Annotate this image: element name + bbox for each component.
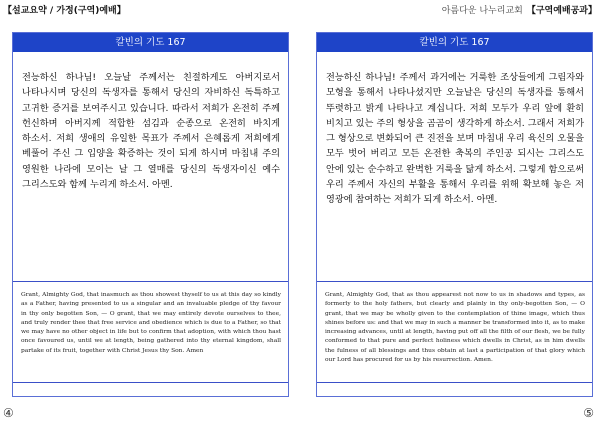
divider [317,281,592,282]
church-name: 아름다운 나누리교회 [441,6,523,16]
page-number-left: ④ [3,406,14,420]
divider [13,382,288,383]
prayer-card-right [316,32,593,397]
divider [13,281,288,282]
divider [317,382,592,383]
header-right [442,3,597,16]
english-prayer-text: Grant, Almighty God, that inasmuch as thou showest thyself to us at this day so kindly as a Father, having presented to us a singular and an invaluable pledge of thy favour in thy only begotten Son, — O grant, that we may entirely devote ourselves to thee, and truly render thee that free service and obedience which is due to a Father, so that we may have no other object in life but to confirm that adoption, with which thou hast once favoured us, until we at length, being gathered into thy eternal kingdom, shall partake of its fruit, together with Christ Jesus thy Son. Amen [21,292,281,354]
header-left-title: 【설교요약 / 가정(구역)예배】 [3,6,126,16]
korean-prayer-text: 전능하신 하나님! 주께서 과거에는 거룩한 조상들에게 그림자와 모형을 통해서 나타나셨지만 오늘날은 당신의 독생자를 통해서 뚜렷하고 밝게 나타나고 계십니다. 저희 모두가 우리 앞에 환히 비치고 있는 주의 형상을 곰곰이 생각하게 하소서. 그래서 저희가 그 형상으로 변화되어 큰 진전을 보며 마침내 우리 육신의 오물을 모두 벗어 버리고 모든 온전한 축복의 주인공 되시는 그리스도 안에 있는 순수하고 완벽한 거룩을 닮게 하소서. 그렇게 함으로써 우리 주께서 자신의 부활을 통해서 우리를 위해 확보해 놓은 저 영광에 참여하는 저희가 되게 하소서. 아멘. [326,72,584,206]
page-number-right: ⑤ [583,406,594,420]
korean-prayer-text: 전능하신 하나님! 오늘날 주께서는 친절하게도 아버지로서 나타나시며 당신의 독생자를 통해서 당신의 자비하신 독특하고 고귀한 증거를 보여주시고 있습니다. 따라서 저희가 온전히 주께 헌신하며 아버지께 적합한 섬김과 순종으로 온전히 바치게 하소서. 저희 생애의 유일한 목표가 주께서 은혜롭게 저희에게 베풀어 주신 그 입양을 확증하는 것이 되게 하시며 마침내 주의 영원한 나라에 모이는 날 그 열매를 당신의 독생자이신 예수 그리스도와 함께 누리게 하소서. 아멘. [22,72,280,191]
header-right-title: 【구역예배공과】 [526,6,597,16]
prayer-title: 칼빈의 기도 167 [317,33,592,52]
prayer-card-left [12,32,289,397]
prayer-title: 칼빈의 기도 167 [13,33,288,52]
english-prayer-text: Grant, Almighty God, that as thou appearest not now to us in shadows and types, as formerly to the holy fathers, but clearly and plainly in thy only-begotten Son, — O grant, that we may be wholly given to the contemplation of thine image, which thus shines before us: and that we may in such a manner be transformed into it, as to make increasing advances, until at length, having put off all the filth of our flesh, we be fully conformed to that pure and perfect holiness which dwells in Christ, as in him dwells the fulness of all blessings and thus obtain at last a participation of that glory which our Lord has procured for us by his resurrection. Amen. [325,292,585,364]
